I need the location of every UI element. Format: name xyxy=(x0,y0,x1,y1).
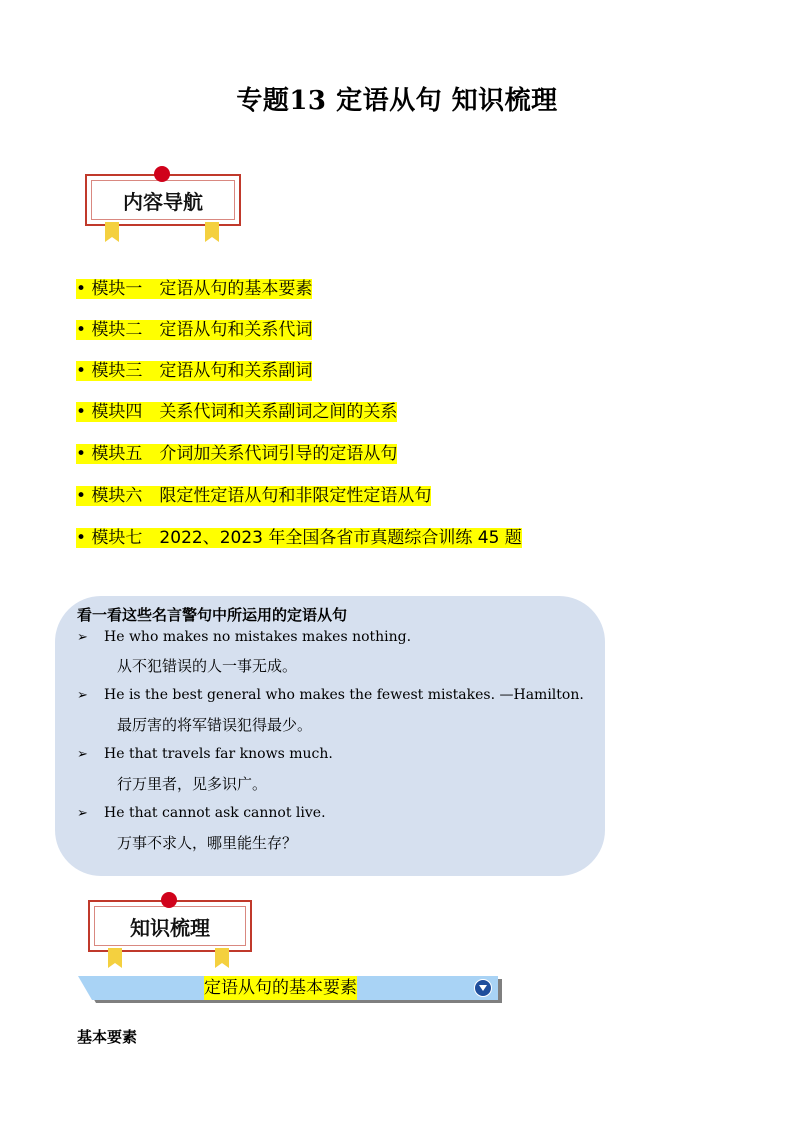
quote-zh: 行万里者，见多识广。 xyxy=(117,775,268,793)
quote-en: He that travels far knows much. xyxy=(104,746,333,762)
nav-item-7[interactable]: • 模块七 2022、2023 年全国各省市真题综合训练 45 题 xyxy=(76,528,522,548)
bullet-arrow-icon: ➢ xyxy=(77,630,88,645)
ribbon-left-icon xyxy=(105,222,119,242)
quote-en: He that cannot ask cannot live. xyxy=(104,805,326,821)
badge-label: 内容导航 xyxy=(91,180,235,220)
nav-item-5[interactable]: • 模块五 介词加关系代词引导的定语从句 xyxy=(76,444,398,464)
knowledge-badge xyxy=(88,892,258,982)
chevron-down-icon[interactable] xyxy=(474,979,492,997)
nav-item-6[interactable]: • 模块六 限定性定语从句和非限定性定语从句 xyxy=(76,486,432,506)
section-header-bar[interactable] xyxy=(78,976,498,1000)
quotes-title: 看一看这些名言警句中所运用的定语从句 xyxy=(77,606,348,624)
bullet-arrow-icon: ➢ xyxy=(77,806,88,821)
page-title: 专题13 定语从句 知识梳理 xyxy=(236,86,558,116)
nav-item-1[interactable]: • 模块一 定语从句的基本要素 xyxy=(76,279,313,299)
subheading: 基本要素 xyxy=(77,1028,138,1046)
ribbon-left-icon xyxy=(108,948,122,968)
nav-badge xyxy=(85,166,255,256)
quote-en: He is the best general who makes the fewest mistakes. —Hamilton. xyxy=(104,687,584,703)
badge-dot-icon xyxy=(154,166,170,182)
ribbon-right-icon xyxy=(215,948,229,968)
quote-zh: 万事不求人，哪里能生存？ xyxy=(117,834,298,852)
quote-zh: 从不犯错误的人一事无成。 xyxy=(117,657,298,675)
bullet-arrow-icon: ➢ xyxy=(77,747,88,762)
section-title: 定语从句的基本要素 xyxy=(204,978,357,998)
badge-dot-icon xyxy=(161,892,177,908)
quote-zh: 最厉害的将军错误犯得最少。 xyxy=(117,716,313,734)
ribbon-right-icon xyxy=(205,222,219,242)
quote-en: He who makes no mistakes makes nothing. xyxy=(104,629,412,645)
nav-item-2[interactable]: • 模块二 定语从句和关系代词 xyxy=(76,320,313,340)
nav-item-4[interactable]: • 模块四 关系代词和关系副词之间的关系 xyxy=(76,402,398,422)
nav-item-3[interactable]: • 模块三 定语从句和关系副词 xyxy=(76,361,313,381)
quotes-box xyxy=(55,596,605,876)
bullet-arrow-icon: ➢ xyxy=(77,688,88,703)
badge-label: 知识梳理 xyxy=(94,906,246,946)
